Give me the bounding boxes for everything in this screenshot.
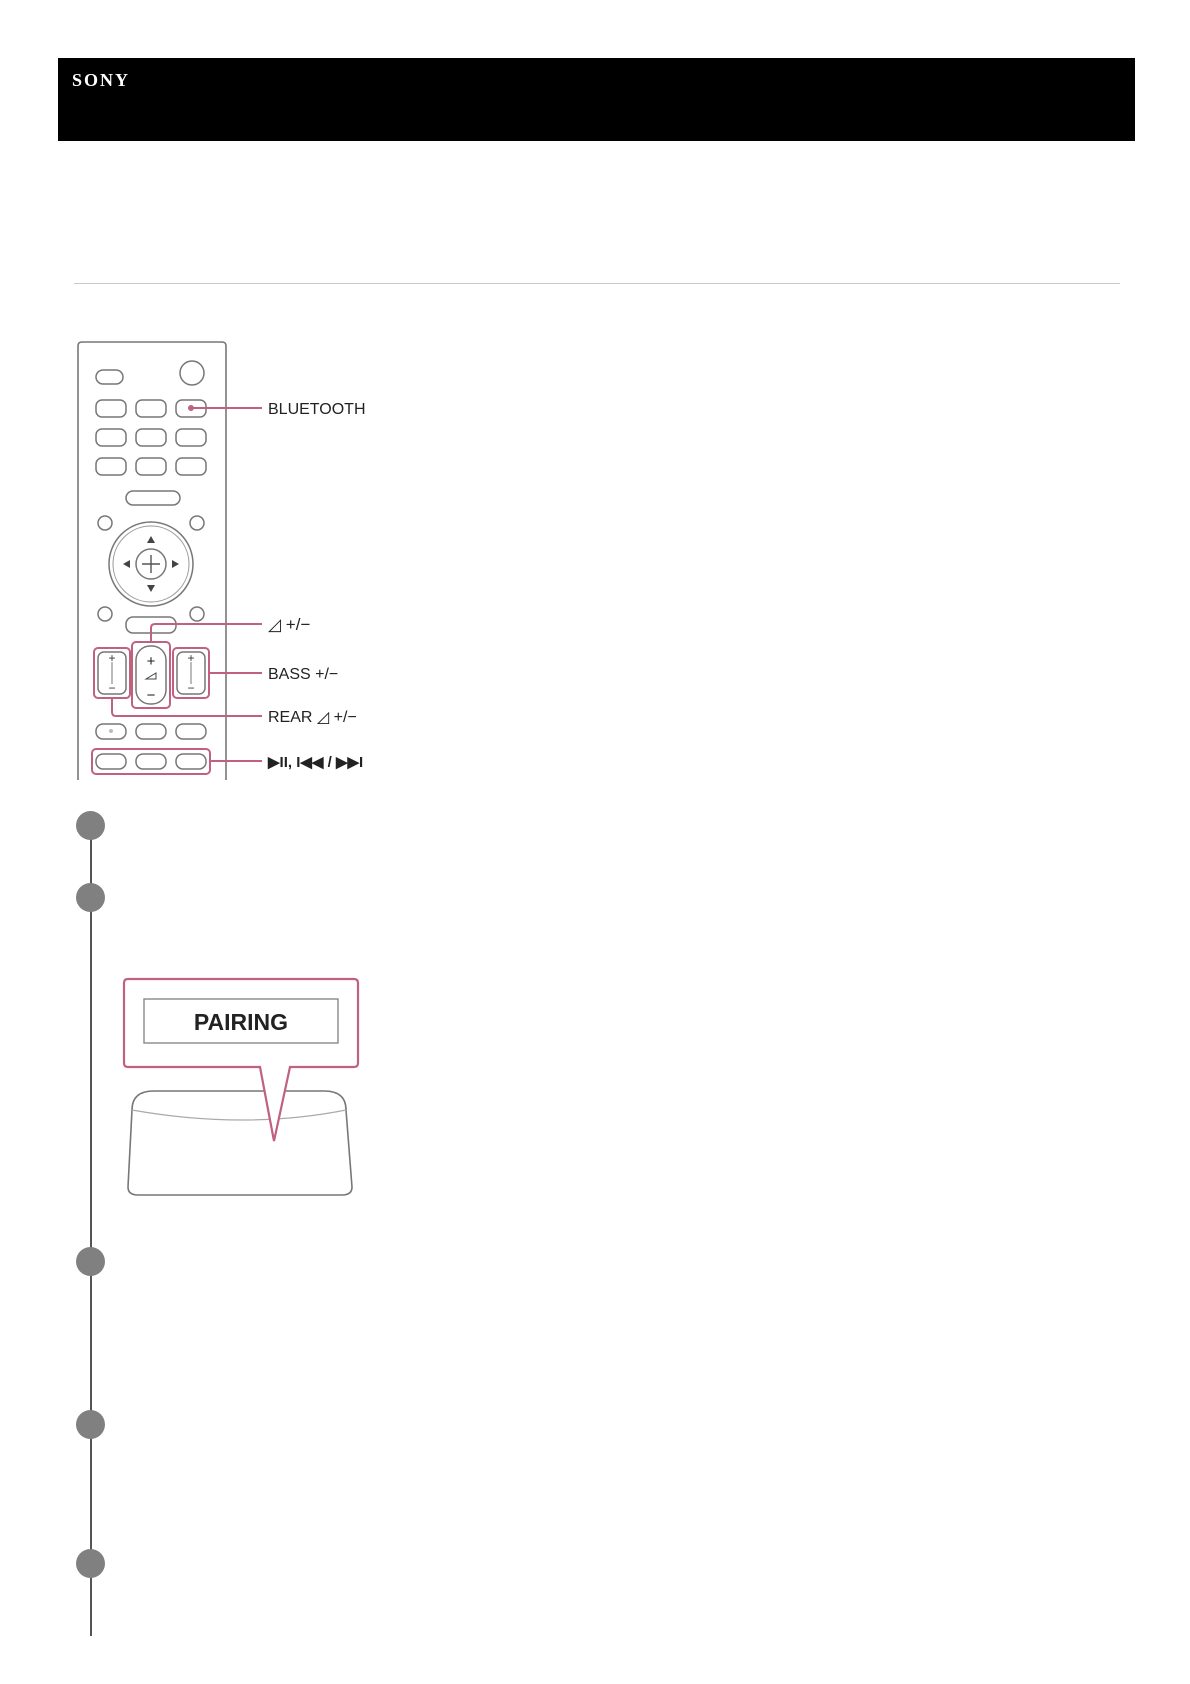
step-number: 2	[76, 883, 105, 912]
svg-text:−: −	[108, 681, 116, 695]
sony-logo: SONY	[72, 70, 131, 90]
pairing-display-figure	[118, 975, 368, 1210]
section-divider	[74, 283, 1120, 284]
step-number: 4	[76, 1410, 105, 1439]
subwoofer-illustration	[118, 975, 368, 1205]
svg-text:+: +	[187, 651, 195, 665]
remote-control-illustration	[74, 340, 434, 780]
volume-label: ◿ +/−	[268, 615, 311, 634]
remote-control-figure	[74, 340, 434, 785]
step-number: 3	[76, 1247, 105, 1276]
svg-text:−: −	[146, 687, 156, 704]
svg-text:+: +	[108, 651, 116, 665]
svg-text:−: −	[187, 681, 195, 695]
playback-controls-label: ▶II, I◀◀ / ▶▶I	[268, 754, 364, 771]
step-number: 1	[76, 811, 105, 840]
step-number: 5	[76, 1549, 105, 1578]
header-bar	[58, 58, 1135, 141]
pairing-display-text: PAIRING	[193, 1009, 289, 1035]
steps-timeline	[90, 826, 92, 1636]
bluetooth-label: BLUETOOTH	[268, 401, 366, 418]
svg-text:+: +	[146, 653, 156, 670]
rear-volume-label: REAR ◿ +/−	[268, 709, 357, 726]
bass-label: BASS +/−	[268, 666, 339, 683]
